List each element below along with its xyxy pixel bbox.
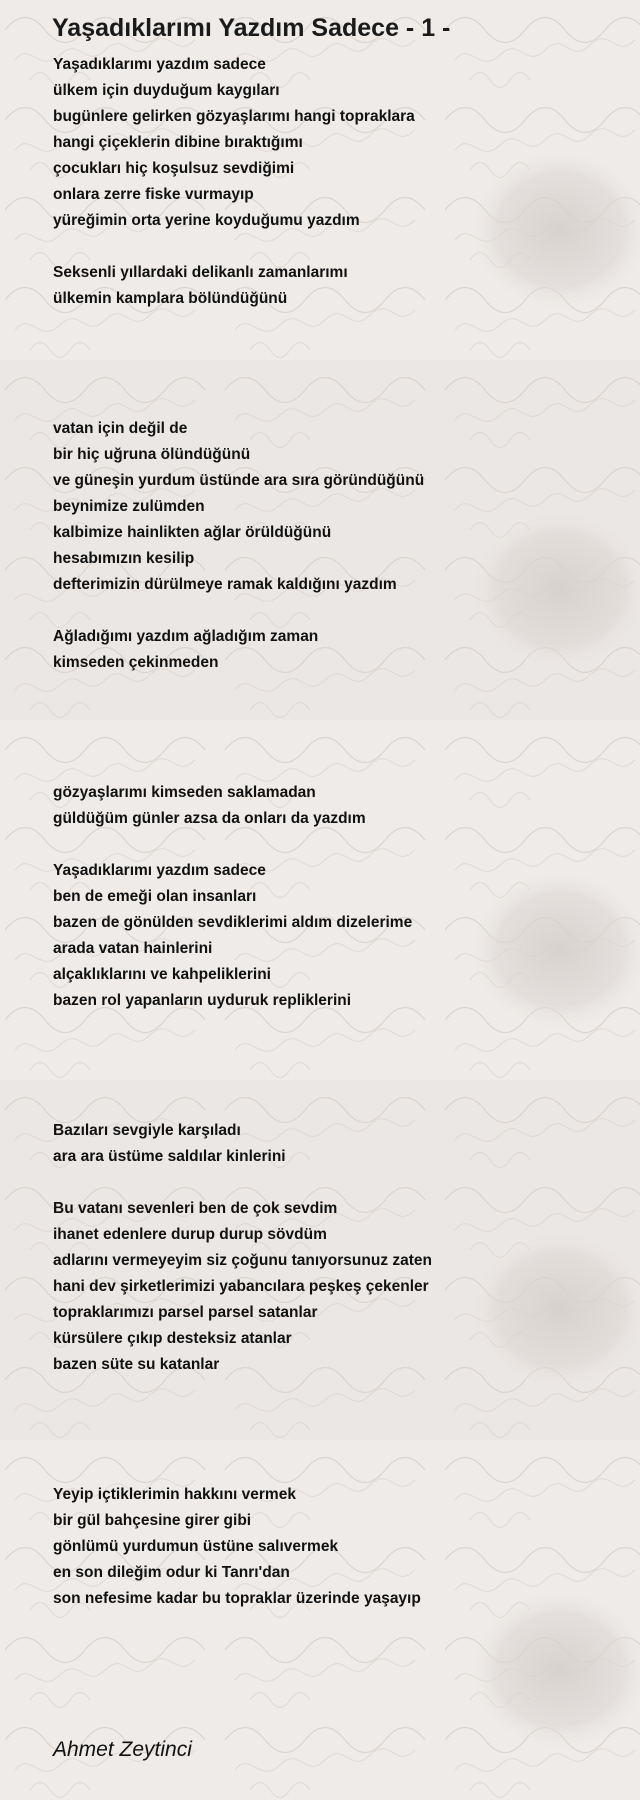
poem-line: bazen rol yapanların uyduruk repliklerini: [53, 992, 352, 1009]
poem-line: ara ara üstüme saldılar kinlerini: [53, 1148, 286, 1165]
poem-line: arada vatan hainlerini: [53, 940, 213, 957]
poem-line: kürsülere çıkıp desteksiz atanlar: [53, 1330, 292, 1347]
poem-line: bazen de gönülden sevdiklerimi aldım dizelerime: [53, 914, 413, 931]
stanza: [53, 260, 613, 312]
stanza: [53, 858, 613, 1014]
poem-line: Bu vatanı sevenleri ben de çok sevdim: [53, 1200, 338, 1217]
poem-line: Yeyip içtiklerimin hakkını vermek: [53, 1486, 296, 1503]
poem-line: bir hiç uğruna ölündüğünü: [53, 446, 251, 463]
stanza: [53, 1482, 613, 1612]
poem-line: adlarını vermeyeyim siz çoğunu tanıyorsunuz zaten: [53, 1252, 432, 1269]
poem-line: onlara zerre fiske vurmayıp: [53, 186, 254, 203]
poem-line: çocukları hiç koşulsuz sevdiğimi: [53, 160, 295, 177]
poem-title: Yaşadıklarımı Yazdım Sadece - 1 -: [52, 14, 451, 42]
poem-line: bugünlere gelirken gözyaşlarımı hangi topraklara: [53, 108, 415, 125]
stanza: [53, 416, 613, 598]
poem-line: alçaklıklarını ve kahpeliklerini: [53, 966, 271, 983]
poem-line: Yaşadıklarımı yazdım sadece: [53, 862, 266, 879]
poem-line: hesabımızın kesilip: [53, 550, 195, 567]
poem-line: defterimizin dürülmeye ramak kaldığını yazdım: [53, 576, 397, 593]
poem-line: topraklarımızı parsel parsel satanlar: [53, 1304, 318, 1321]
poem-author: Ahmet Zeytinci: [53, 1738, 192, 1761]
poem-line: kimseden çekinmeden: [53, 654, 219, 671]
poem-line: ben de emeği olan insanları: [53, 888, 257, 905]
poem-line: hani dev şirketlerimizi yabancılara peşkeş çekenler: [53, 1278, 429, 1295]
poem-line: ve güneşin yurdum üstünde ara sıra göründüğünü: [53, 472, 425, 489]
poem-line: beynimize zulümden: [53, 498, 205, 515]
poem-line: Ağladığımı yazdım ağladığım zaman: [53, 628, 319, 645]
stanza: [53, 624, 613, 676]
poem-line: gözyaşlarımı kimseden saklamadan: [53, 784, 316, 801]
stanza: [53, 1118, 613, 1170]
poem-line: vatan için değil de: [53, 420, 188, 437]
poem-line: ülkemin kamplara bölündüğünü: [53, 290, 288, 307]
poem-line: son nefesime kadar bu topraklar üzerinde yaşayıp: [53, 1590, 421, 1607]
poem-line: ihanet edenlere durup durup sövdüm: [53, 1226, 327, 1243]
poem-line: ülkem için duyduğum kaygıları: [53, 82, 280, 99]
poem-line: Seksenli yıllardaki delikanlı zamanlarımı: [53, 264, 348, 281]
poem-line: Bazıları sevgiyle karşıladı: [53, 1122, 241, 1139]
poem-line: en son dileğim odur ki Tanrı'dan: [53, 1564, 290, 1581]
poem-line: kalbimize hainlikten ağlar örüldüğünü: [53, 524, 332, 541]
stanza: [53, 1196, 613, 1378]
stanza: [53, 780, 613, 832]
poem-line: güldüğüm günler azsa da onları da yazdım: [53, 810, 366, 827]
poem-line: gönlümü yurdumun üstüne salıvermek: [53, 1538, 339, 1555]
poem-body: [53, 52, 613, 1612]
poem-line: hangi çiçeklerin dibine bıraktığımı: [53, 134, 303, 151]
poem-line: yüreğimin orta yerine koyduğumu yazdım: [53, 212, 360, 229]
poem-line: Yaşadıklarımı yazdım sadece: [53, 56, 266, 73]
poem-line: bazen süte su katanlar: [53, 1356, 220, 1373]
poem-line: bir gül bahçesine girer gibi: [53, 1512, 252, 1529]
stanza: [53, 52, 613, 234]
